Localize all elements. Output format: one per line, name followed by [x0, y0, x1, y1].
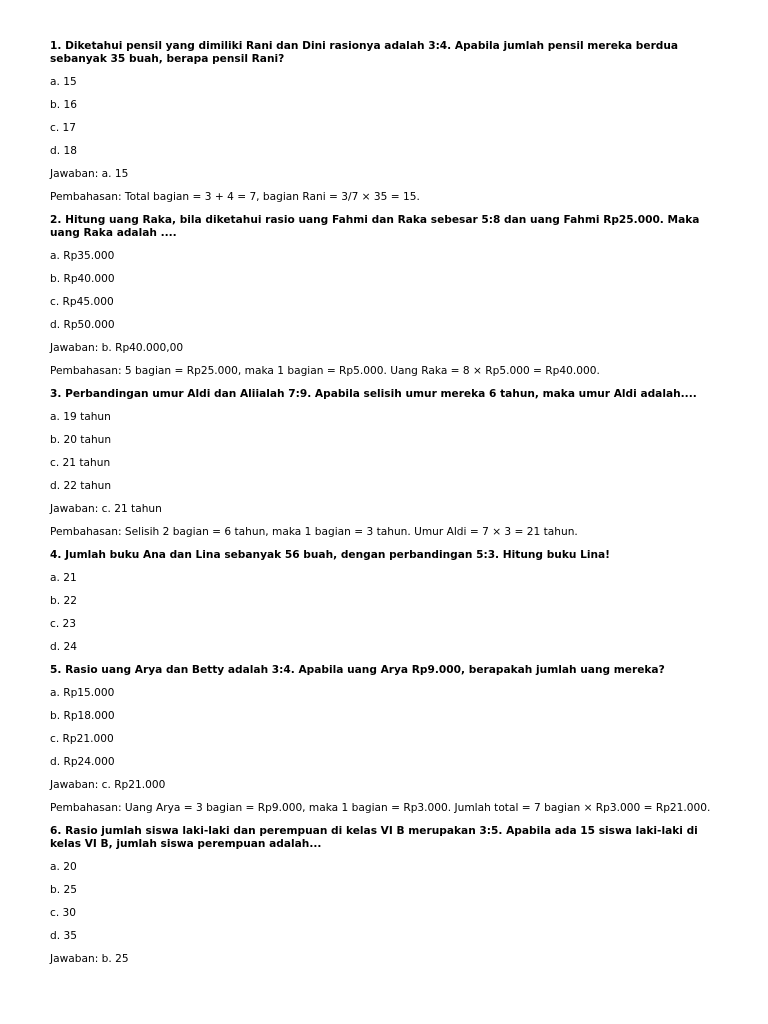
option-d: d. 24: [50, 641, 77, 653]
explanation-text: Pembahasan: Uang Arya = 3 bagian = Rp9.000, maka 1 bagian = Rp3.000. Jumlah total = 7 bagian × Rp3.000 = Rp21.000.: [50, 802, 711, 814]
option-c: c. 30: [50, 907, 77, 919]
answer-text: Jawaban: c. Rp21.000: [50, 779, 166, 791]
option-c: c. 17: [50, 122, 77, 134]
option-b: b. 20 tahun: [50, 434, 112, 446]
option-a: a. 15: [50, 76, 77, 88]
question-text: 3. Perbandingan umur Aldi dan Aliialah 7:9. Apabila selisih umur mereka 6 tahun, maka umur Aldi adalah....: [50, 388, 697, 400]
question-text: 1. Diketahui pensil yang dimiliki Rani dan Dini rasionya adalah 3:4. Apabila jumlah pensil mereka berdua sebanyak 35 buah, berapa pensil Rani?: [50, 40, 679, 65]
answer-text: Jawaban: b. Rp40.000,00: [50, 342, 184, 354]
question-block-2: [50, 214, 718, 378]
option-b: b. 25: [50, 884, 77, 896]
option-d: d. Rp50.000: [50, 319, 115, 331]
question-text: 4. Jumlah buku Ana dan Lina sebanyak 56 buah, dengan perbandingan 5:3. Hitung buku Lina!: [50, 549, 610, 561]
question-block-3: [50, 388, 718, 539]
explanation-text: Pembahasan: Selisih 2 bagian = 6 tahun, maka 1 bagian = 3 tahun. Umur Aldi = 7 × 3 = 21 tahun.: [50, 526, 578, 538]
option-b: b. Rp40.000: [50, 273, 115, 285]
option-c: c. 23: [50, 618, 77, 630]
option-d: d. 35: [50, 930, 77, 942]
option-a: a. Rp35.000: [50, 250, 115, 262]
question-block-4: [50, 549, 718, 654]
question-block-6: [50, 825, 718, 966]
option-a: a. 20: [50, 861, 77, 873]
option-d: d. Rp24.000: [50, 756, 115, 768]
document-page: [50, 40, 718, 976]
answer-text: Jawaban: b. 25: [50, 953, 129, 965]
option-a: a. 21: [50, 572, 77, 584]
explanation-text: Pembahasan: 5 bagian = Rp25.000, maka 1 bagian = Rp5.000. Uang Raka = 8 × Rp5.000 = Rp40.000.: [50, 365, 600, 377]
option-a: a. Rp15.000: [50, 687, 115, 699]
answer-text: Jawaban: a. 15: [50, 168, 129, 180]
option-a: a. 19 tahun: [50, 411, 111, 423]
option-b: b. 22: [50, 595, 77, 607]
question-block-1: [50, 40, 718, 204]
question-text: 5. Rasio uang Arya dan Betty adalah 3:4. Apabila uang Arya Rp9.000, berapakah jumlah uang mereka?: [50, 664, 665, 676]
question-text: 6. Rasio jumlah siswa laki-laki dan perempuan di kelas VI B merupakan 3:5. Apabila ada 15 siswa laki-laki di kelas VI B, jumlah siswa perempuan adalah...: [50, 825, 698, 850]
option-d: d. 22 tahun: [50, 480, 112, 492]
answer-text: Jawaban: c. 21 tahun: [50, 503, 162, 515]
option-b: b. 16: [50, 99, 77, 111]
option-c: c. 21 tahun: [50, 457, 111, 469]
explanation-text: Pembahasan: Total bagian = 3 + 4 = 7, bagian Rani = 3/7 × 35 = 15.: [50, 191, 420, 203]
question-block-5: [50, 664, 718, 815]
option-c: c. Rp21.000: [50, 733, 114, 745]
option-b: b. Rp18.000: [50, 710, 115, 722]
question-text: 2. Hitung uang Raka, bila diketahui rasio uang Fahmi dan Raka sebesar 5:8 dan uang Fahmi Rp25.000. Maka uang Raka adalah ....: [50, 214, 700, 239]
option-c: c. Rp45.000: [50, 296, 114, 308]
option-d: d. 18: [50, 145, 77, 157]
